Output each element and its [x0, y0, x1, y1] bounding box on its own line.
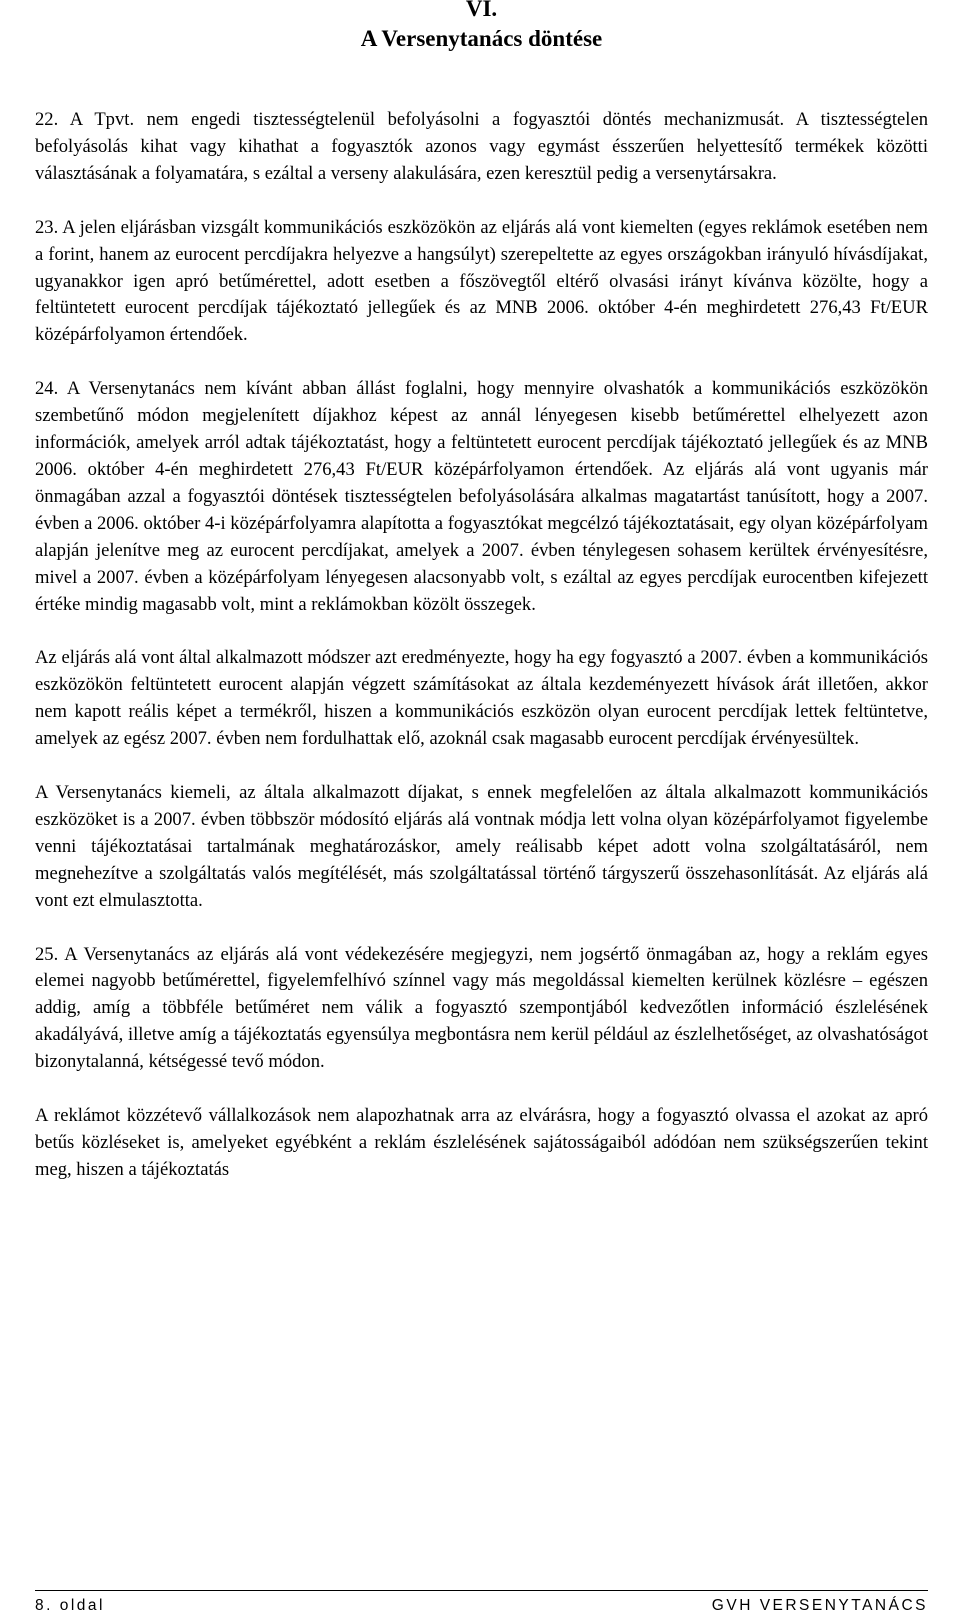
- page-footer: [35, 1590, 928, 1614]
- organization-name: GVH VERSENYTANÁCS: [711, 1597, 928, 1614]
- chapter-title: A Versenytanács döntése: [360, 26, 603, 51]
- paragraph-24-method: Az eljárás alá vont által alkalmazott módszer azt eredményezte, hogy ha egy fogyasztó a 2007. évben a kommunikációs eszközökön feltüntetett eurocent alapján végzett számításokat az általa kezdeményezett hívások árát illetően, akkor nem kapott reális képet a termékről, hiszen a kommunikációs eszközön olyan eurocent percdíjak lettek feltüntetve, amelyek az egész 2007. évben nem fordulhattak elő, azoknál csak magasabb eurocent percdíjak érvényesültek.: [35, 647, 928, 750]
- paragraph-25-continued: A reklámot közzétevő vállalkozások nem alapozhatnak arra az elvárásra, hogy a fogyasztó olvassa el azokat az apró betűs közléseket is, amelyeket egyébként a reklám észlelésének sajátosságaiból adódóan nem szükségszerűen tekint meg, hiszen a tájékoztatás: [35, 1105, 928, 1180]
- paragraph-25: 25. A Versenytanács az eljárás alá vont védekezésére megjegyzi, nem jogsértő önmagában az, hogy a reklám egyes elemei nagyobb betűmérettel, figyelemfelhívó színnel vagy más megoldással kiemelten kerülnek közlésre – egészen addig, amíg a többféle betűméret nem válik a fogyasztó szempontjából kedvezőtlen információ észlelésének akadályává, illetve amíg a tájékoztatás egyensúlya megbontásra nem kerül például az észlelhetőséget, az olvashatóságot bizonytalanná, kétségessé tevő módon.: [35, 943, 928, 1073]
- paragraph-22: 22. A Tpvt. nem engedi tisztességtelenül befolyásolni a fogyasztói döntés mechanizmusát. A tisztességtelen befolyásolás kihat vagy kihathat a fogyasztók azonos vagy egymást ésszerűen helyettesítő termékek közötti választásának a folyamatára, s ezáltal a verseny alakulására, ezen keresztül pedig a versenytársakra.: [35, 109, 928, 184]
- chapter-number: VI.: [465, 0, 498, 21]
- paragraph-23: 23. A jelen eljárásban vizsgált kommunikációs eszközökön az eljárás alá vont kiemelten (egyes reklámok esetében nem a forint, hanem az eurocent percdíjakra helyezve a hangsúlyt) szerepeltette az egyes országokban irányuló hívásdíjakat, ugyanakkor igen apró betűmérettel, adott esetben a főszövegtől eltérő olvasási irányt kívánva közölte, hogy a feltüntetett eurocent percdíjak tájékoztató jellegűek és az MNB 2006. október 4-én meghirdetett 276,43 Ft/EUR középárfolyamon értendőek.: [35, 216, 928, 346]
- page-number: 8. oldal: [35, 1597, 105, 1614]
- body-text: [35, 107, 928, 1184]
- paragraph-24-emphasis: A Versenytanács kiemeli, az általa alkalmazott díjakat, s ennek megfelelően az általa alkalmazott kommunikációs eszközöket is a 2007. évben többször módosító eljárás alá vontnak módja lett volna olyan középárfolyamot figyelembe venni tájékoztatásai tartalmának meghatározáskor, amely reálisabb képet adott volna szolgáltatásáról, nem megnehezítve a szolgáltatás valós megítélését, más szolgáltatással történő tárgyszerű összehasonlítását. Az eljárás alá vont ezt elmulasztotta.: [35, 782, 928, 911]
- paragraph-24: 24. A Versenytanács nem kívánt abban állást foglalni, hogy mennyire olvashatók a kommunikációs eszközökön szembetűnő módon megjelenített díjakhoz képest az annál lényegesen kisebb betűmérettel elhelyezett azon információk, amelyek arról adtak tájékoztatást, hogy a feltüntetett eurocent percdíjak tájékoztató jellegűek és az MNB 2006. október 4-én meghirdetett 276,43 Ft/EUR középárfolyamon értendőek. Az eljárás alá vont ugyanis már önmagában azzal a fogyasztói döntések tisztességtelen befolyásolására alkalmas magatartást tanúsított, hogy a 2007. évben a 2006. október 4-i középárfolyamra alapította a fogyasztókat megcélzó tájékoztatásait, egy olyan középárfolyam alapján jelenítve meg az eurocent percdíjakat, amelyek a 2007. évben ténylegesen sohasem kerültek érvényesítésre, mivel a 2007. évben a középárfolyam lényegesen alacsonyabb volt, s ezáltal az egyes percdíjak eurocentben kifejezett értéke mindig magasabb volt, mint a reklámokban közölt összegek.: [35, 378, 928, 615]
